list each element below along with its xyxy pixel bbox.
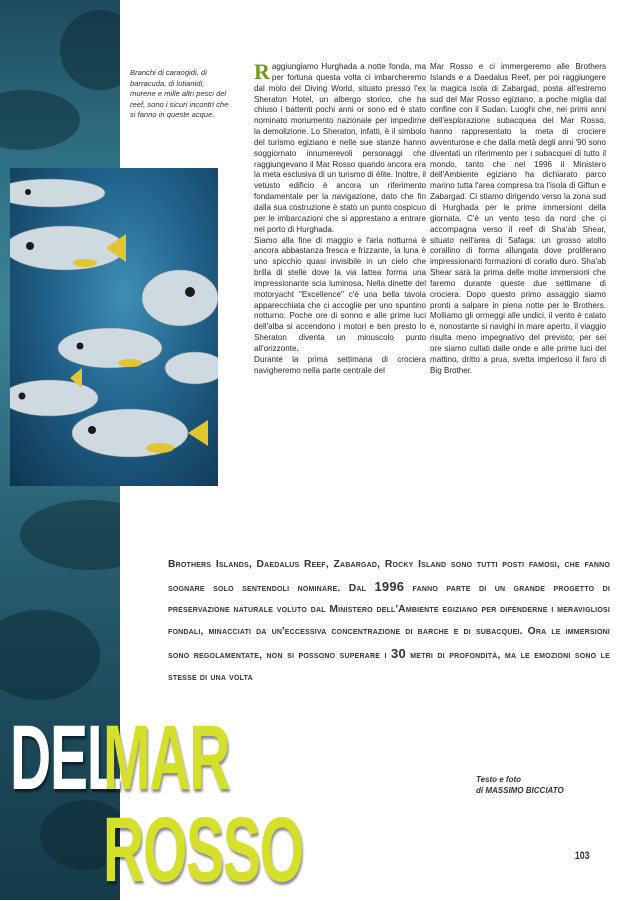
lead-depth: 30: [391, 645, 406, 661]
page-number: 103: [574, 850, 590, 862]
paragraph-2: Siamo alla fine di maggio e l'aria notturna è ancora abbastanza fresca e frizzante, la luna è uno spicchio quasi invisibile in un cielo che brilla di stelle dove la via lattea forma una impressionante scia luminosa. Nella dinette del motoryacht "Excellence" c'è una bella tavola apparecchiata che ci accoglie per uno spuntino notturno. Poche ore di sonno e alle prime luci dell'alba si accendono i motori e ben presto lo Sheraton diventa un minuscolo punto all'orizzonte.: [254, 235, 426, 353]
credits-line-2: di MASSIMO BICCIATO: [476, 786, 564, 795]
author-credits: [476, 774, 564, 796]
lead-text-1: Brothers Islands, Daedalus Reef, Zabargad, Rocky Island sono tutti posti famosi, che fanno sognare solo sentendoli nominare. Dal: [168, 559, 610, 594]
article-column-2: [430, 62, 606, 376]
credits-line-1: Testo e foto: [476, 775, 522, 784]
lead-text-3: metri di profondità, ma le emozioni sono le stesse di una volta: [168, 649, 610, 683]
headline-del: DEL: [10, 707, 121, 809]
paragraph-3: Durante la prima settimana di crociera navigheremo nella parte centrale del: [254, 354, 426, 375]
article-column-1: [254, 59, 426, 376]
fish-school-illustration: [10, 168, 218, 486]
paragraph-1-text: aggiungiamo Hurghada a notte fonda, ma per fortuna questa volta ci imbarcheremo dal molo del Diving World, situato presso l'ex Sheraton Hotel, un albergo storico, che ha chiuso i battenti pochi anni or sono ed è stato nominato monumento nazionale per impedirne la demolizione. Lo Sheraton, infatti, è il simbolo del turismo egiziano e nelle sue stanze hanno soggiornato innumerevoli personaggi che raggiungevano il Mar Rosso quando ancora era la meta esclusiva di un turismo di élite. Inoltre, il vetusto edificio è ancora un riferimento fondamentale per la navigazione, dato che fin dalla sua costruzione è stato un punto cospicuo per le imbarcazioni che si apprestano a entrare nel porto di Hurghada.: [254, 62, 426, 234]
paragraph-1: [254, 59, 426, 236]
photo-caption: Branchi di carangidi, di barracuda, di lutianidi, murene e mille altri pesci del reef, sono i sicuri incontri che si fanno in queste acque.: [130, 68, 229, 120]
drop-cap: R: [254, 59, 270, 84]
paragraph-4: Mar Rosso e ci immergeremo alle Brothers Islands e a Daedalus Reef, per poi raggiungere la magica isola di Zabargad, posta all'estremo sud del Mar Rosso egiziano, a poche miglia dal confine con il Sudan. Luoghi che, nei primi anni dell'esplorazione subacquea del Mar Rosso, hanno rappresentato la meta di crociere avventurose e che dalla metà degli anni '90 sono diventati un riferimento per i subacquei di tutto il mondo, tanto che nel 1996 il Ministero dell'Ambiente egiziano ha dichiarato parco marino tutta l'area compresa tra l'isola di Giftun e Zabargad. Ci stiamo dirigendo verso la zona sud di Hurghada per le prime immersioni della giornata. C'è un vento teso da nord che ci accompagna verso il reef di Sha'ab Shear, situato nell'area di Safaga: un grosso atollo corallino di forma allungata dove proliferano impressionanti formazioni di corallo duro. Sha'ab Shear sarà la prima delle molte immersioni che faremo durante queste due settimane di crociera. Dopo questo primo assaggio siamo pronti a salpare in piena notte per le Brothers. Molliamo gli ormeggi alle undici, il vento è calato e, nonostante si navighi in mare aperto, il viaggio risulta meno impegnativo del previsto; per sei ore siamo cullati dalle onde e alle prime luci del mattino, dritto a prua, svetta imperioso il faro di Big Brother.: [430, 62, 606, 375]
lead-text-2: fanno parte di un grande progetto di preservazione naturale voluto dal Ministero dell'Ambiente egiziano per difenderne i meravigliosi fondali, minacciati da un'eccessiva concentrazione di barche e di subacquei. Ora le immersioni sono regolamentate, non si possono superare i: [168, 582, 610, 661]
fish-school-photo: [10, 168, 218, 486]
lead-year: 1996: [374, 578, 405, 594]
lead-paragraph: [168, 554, 610, 688]
headline-mar-rosso: MAR ROSSO: [103, 707, 303, 901]
